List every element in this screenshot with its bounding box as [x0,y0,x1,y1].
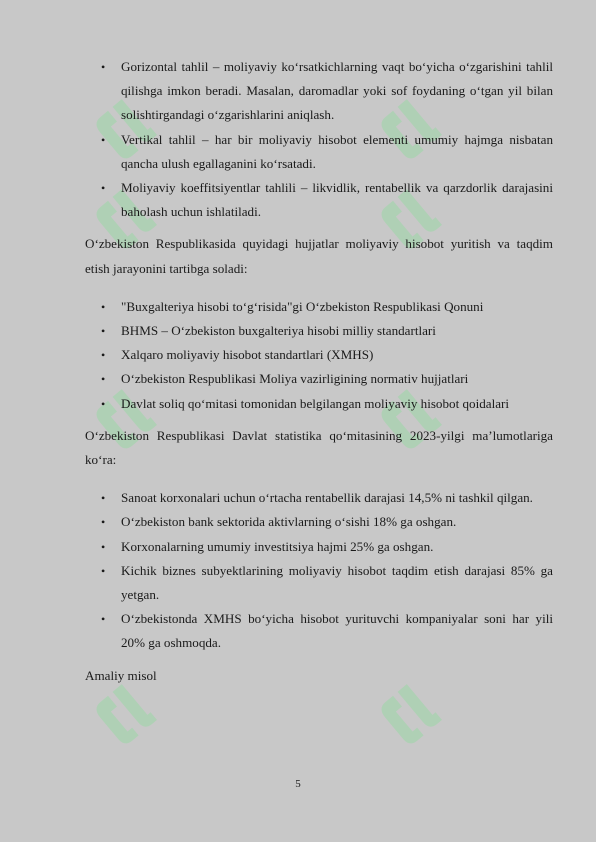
list-item: • Vertikal tahlil – har bir moliyaviy hisobot elementi umumiy hajmga nisbatan qancha ulush egallaganini ko‘rsatadi. [85,128,553,176]
list-item: • Korxonalarning umumiy investitsiya hajmi 25% ga oshgan. [85,535,553,559]
list-item: • Moliyaviy koeffitsiyentlar tahlili – likvidlik, rentabellik va qarzdorlik darajasini baholash uchun ishlatiladi. [85,176,553,224]
list-item: • Xalqaro moliyaviy hisobot standartlari (XMHS) [85,343,553,367]
analysis-methods-list [85,55,553,224]
list-item: • Sanoat korxonalari uchun o‘rtacha rentabellik darajasi 14,5% ni tashkil qilgan. [85,486,553,510]
regulatory-documents-list [85,295,553,416]
statistics-list [85,486,553,655]
list-item: • "Buxgalteriya hisobi to‘g‘risida"gi O‘zbekiston Respublikasi Qonuni [85,295,553,319]
list-item: • Kichik biznes subyektlarining moliyaviy hisobot taqdim etish darajasi 85% ga yetgan. [85,559,553,607]
list-item: • Gorizontal tahlil – moliyaviy ko‘rsatkichlarning vaqt bo‘yicha o‘zgarishini tahlil qilishga imkon beradi. Masalan, daromadlar yoki sof foydaning o‘tgan yil bilan solishtirgandagi o‘zgarishlarini aniqlash. [85,55,553,128]
section-heading: Amaliy misol [85,667,157,683]
page-number: 5 [295,778,301,790]
list-item: • BHMS – O‘zbekiston buxgalteriya hisobi milliy standartlari [85,319,553,343]
paragraph-regulation-intro: O‘zbekiston Respublikasida quyidagi hujjatlar moliyaviy hisobot yuritish va taqdim etish jarayonini tartibga soladi: [85,236,553,276]
document-body [85,55,553,688]
list-item: • O‘zbekistonda XMHS bo‘yicha hisobot yurituvchi kompaniyalar soni har yili 20% ga oshmoqda. [85,607,553,655]
list-item: • O‘zbekiston bank sektorida aktivlarning o‘sishi 18% ga oshgan. [85,510,553,534]
list-item: • Davlat soliq qo‘mitasi tomonidan belgilangan moliyaviy hisobot qoidalari [85,392,553,416]
list-item: • O‘zbekiston Respublikasi Moliya vazirligining normativ hujjatlari [85,367,553,391]
paragraph-statistics-intro: O‘zbekiston Respublikasi Davlat statistika qo‘mitasining 2023-yilgi ma’lumotlariga ko‘ra: [85,427,553,468]
